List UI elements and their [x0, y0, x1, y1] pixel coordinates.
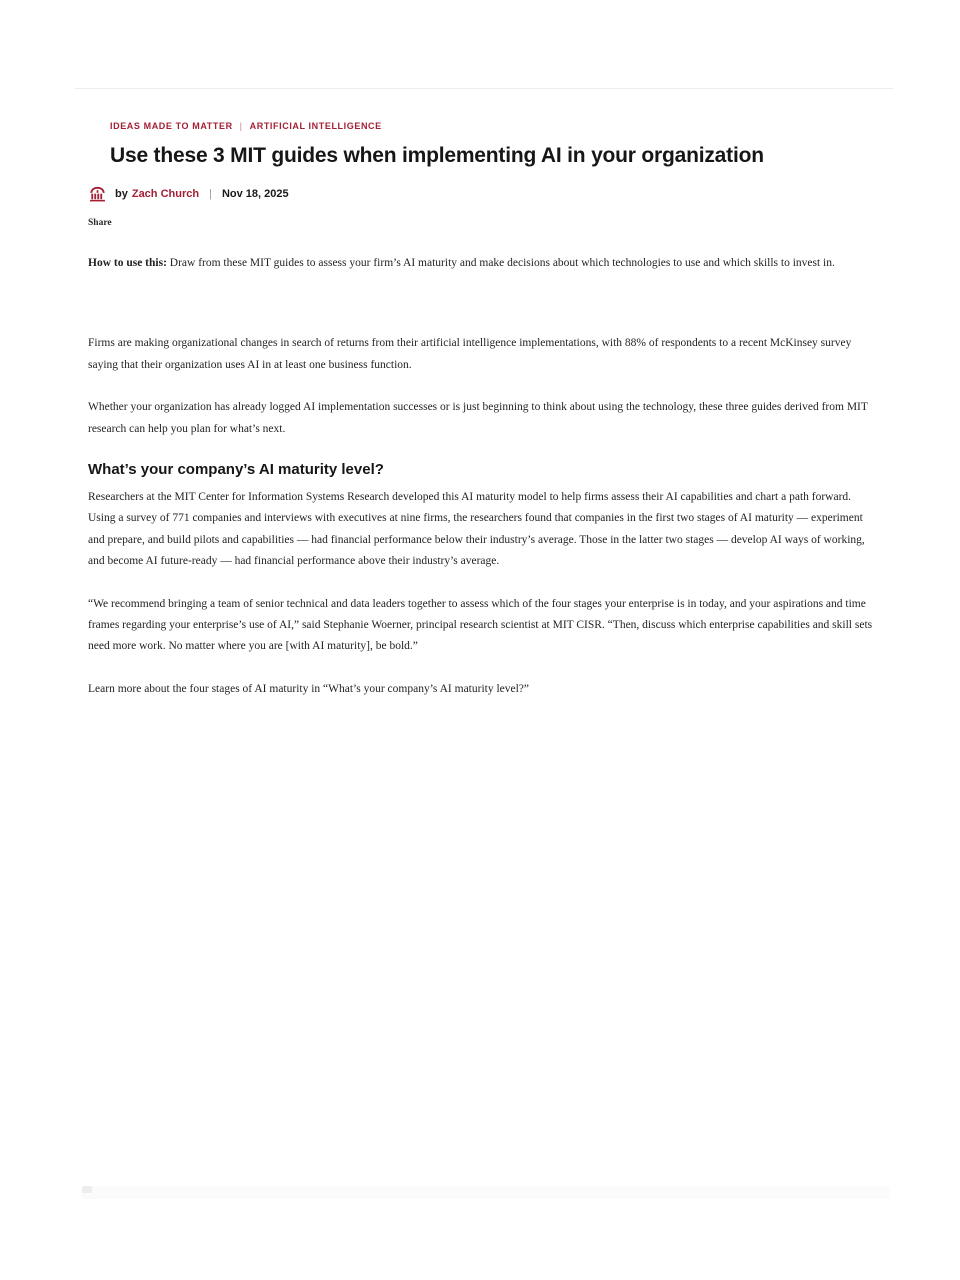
section-heading-maturity: What’s your company’s AI maturity level? — [88, 461, 384, 479]
breadcrumb-separator: | — [239, 121, 243, 131]
paragraph-how-to-use — [88, 253, 878, 274]
how-to-use-text: Draw from these MIT guides to assess your firm’s AI maturity and make decisions about which technologies to use and which skills to invest in. — [166, 257, 835, 269]
paragraph-firms: Firms are making organizational changes in search of returns from their artificial intelligence implementations, with 88% of respondents to a recent McKinsey survey saying that their organization uses AI in at least one business function. — [88, 337, 852, 371]
title-block — [110, 88, 878, 169]
author-link[interactable]: Zach Church — [131, 188, 200, 200]
paragraph-whether: Whether your organization has already logged AI implementation successes or is just beginning to think about using the technology, these three guides derived from MIT research can help you plan for what’s next. — [88, 401, 868, 435]
publish-date: Nov 18, 2025 — [221, 188, 289, 200]
paragraph-researchers: Researchers at the MIT Center for Information Systems Research developed this AI maturity model to help firms assess their AI capabilities and chart a path forward. Using a survey of 771 companies and interviews with executives at nine firms, the researchers found that companies in the first two stages of AI maturity — experiment and prepare, and build pilots and capabilities — had financial performance below their industry’s average. Those in the latter two stages — develop AI ways of working, and become AI future-ready — had financial performance above their industry’s average. — [88, 491, 865, 568]
mit-dome-icon — [88, 186, 107, 202]
article — [88, 88, 878, 721]
paragraph-learn-more: Learn more about the four stages of AI maturity in “What’s your company’s AI maturity level?” — [88, 682, 530, 695]
byline-separator: | — [209, 188, 212, 200]
share-label[interactable]: Share — [88, 218, 112, 228]
paragraph-quote: “We recommend bringing a team of senior technical and data leaders together to assess which of the four stages your enterprise is in today, and your aspirations and time frames regarding your enterprise’s use of AI,” said Stephanie Woerner, principal research scientist at MIT CISR. “Then, discuss which enterprise capabilities and skill sets need more work. No matter where you are [with AI maturity], be bold.” — [88, 597, 873, 653]
breadcrumb-section-link[interactable]: IDEAS MADE TO MATTER — [110, 121, 233, 131]
breadcrumb — [110, 121, 878, 131]
how-to-use-lead-in: How to use this: — [88, 257, 167, 269]
article-body — [88, 253, 878, 700]
horizontal-scrollbar[interactable] — [82, 1186, 890, 1199]
byline-by-label: by — [115, 188, 128, 200]
byline — [88, 186, 878, 202]
breadcrumb-topic-link[interactable]: ARTIFICIAL INTELLIGENCE — [249, 121, 382, 131]
scrollbar-thumb[interactable] — [82, 1186, 92, 1193]
page-title: Use these 3 MIT guides when implementing AI in your organization — [110, 144, 764, 167]
